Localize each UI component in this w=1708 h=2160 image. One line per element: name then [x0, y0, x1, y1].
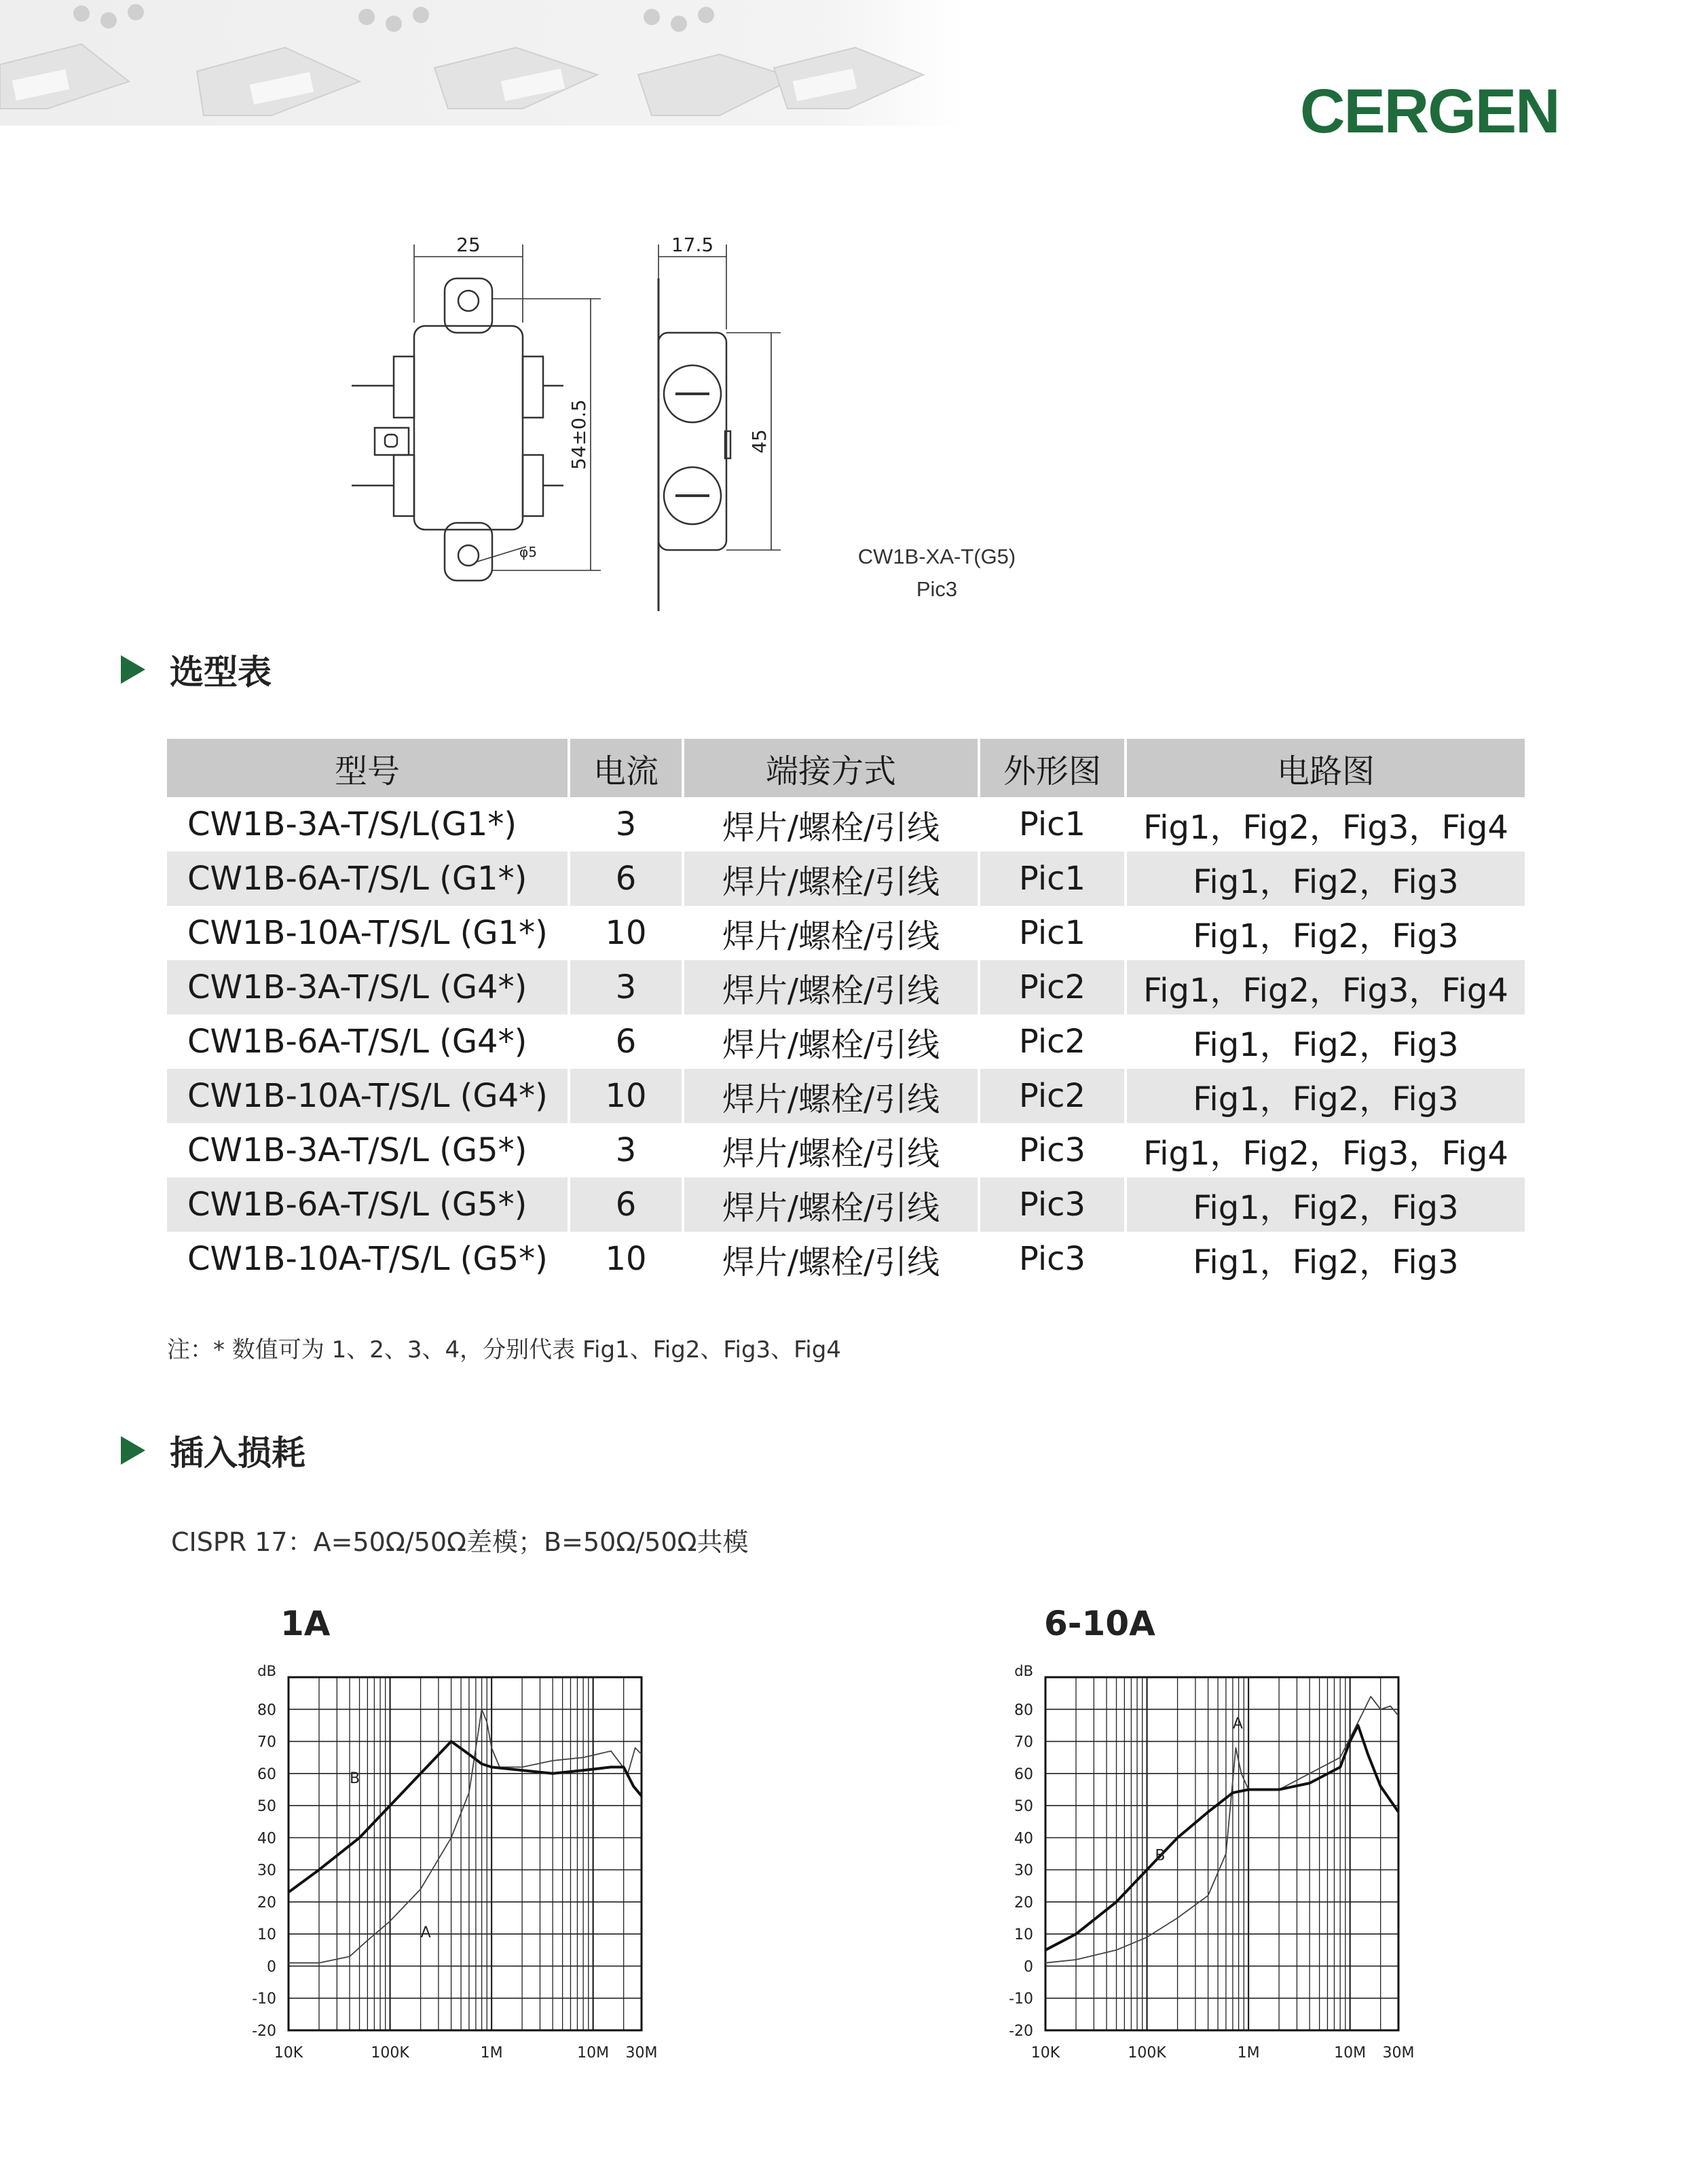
header-model: 型号 [167, 739, 569, 797]
dim-width-label: 25 [456, 234, 481, 256]
cell-termination: 焊片/螺栓/引线 [683, 960, 979, 1014]
cell-current: 6 [569, 852, 683, 906]
table-footnote: 注：* 数值可为 1、2、3、4，分别代表 Fig1、Fig2、Fig3、Fig4 [167, 1336, 841, 1363]
brand-logo: CERGEN [1300, 77, 1559, 146]
cell-current: 10 [569, 906, 683, 960]
chart-6-10a-title: 6-10A [1044, 1604, 1155, 1643]
header-outline: 外形图 [979, 739, 1126, 797]
header-banner [0, 0, 964, 126]
cell-model: CW1B-6A-T/S/L (G4*) [167, 1014, 569, 1069]
y-tick-label: 60 [257, 1765, 276, 1783]
selection-table [167, 739, 1525, 1286]
cell-model: CW1B-10A-T/S/L (G1*) [167, 906, 569, 960]
cell-outline: Pic1 [979, 797, 1126, 852]
cell-circuit: Fig1，Fig2，Fig3 [1126, 1177, 1525, 1232]
y-tick-label: 70 [1014, 1734, 1033, 1751]
cell-circuit: Fig1，Fig2，Fig3 [1126, 1069, 1525, 1123]
y-tick-label: 40 [257, 1830, 276, 1848]
pic-caption: Pic3 [916, 577, 958, 601]
x-tick-label: 10M [1334, 2045, 1367, 2062]
loss-description: CISPR 17：A=50Ω/50Ω差模；B=50Ω/50Ω共模 [171, 1527, 749, 1557]
y-tick-label: -20 [1009, 2023, 1033, 2040]
cell-current: 10 [569, 1069, 683, 1123]
cell-circuit: Fig1，Fig2，Fig3，Fig4 [1126, 960, 1525, 1014]
table-row [167, 852, 1525, 906]
cell-current: 10 [569, 1232, 683, 1286]
cell-circuit: Fig1，Fig2，Fig3 [1126, 852, 1525, 906]
cell-model: CW1B-6A-T/S/L (G1*) [167, 852, 569, 906]
y-axis-label: dB [257, 1663, 276, 1679]
cell-current: 3 [569, 797, 683, 852]
cell-current: 3 [569, 960, 683, 1014]
cell-circuit: Fig1，Fig2，Fig3，Fig4 [1143, 1134, 1508, 1173]
series-label-A: A [1232, 1715, 1243, 1733]
y-tick-label: -10 [1009, 1990, 1033, 2008]
y-tick-label: 80 [257, 1702, 276, 1719]
x-tick-label: 30M [625, 2045, 658, 2062]
cell-current: 3 [569, 1123, 683, 1177]
x-tick-label: 100K [371, 2045, 409, 2062]
y-tick-label: 40 [1014, 1830, 1033, 1848]
table-row [167, 1232, 1525, 1286]
section-selection-heading [121, 645, 272, 694]
cell-model: CW1B-10A-T/S/L (G5*) [167, 1232, 569, 1286]
table-row [167, 797, 1525, 852]
chart-1a-title: 1A [280, 1604, 331, 1643]
dim-hole-label: φ5 [519, 544, 537, 560]
dim-depth-label: 17.5 [671, 234, 714, 256]
cell-termination: 焊片/螺栓/引线 [683, 1232, 979, 1286]
cell-circuit: Fig1，Fig2，Fig3 [1193, 1243, 1459, 1281]
dim-inner-label: 45 [748, 429, 771, 454]
cell-termination: 焊片/螺栓/引线 [683, 1177, 979, 1232]
cell-outline: Pic2 [979, 1014, 1126, 1069]
cell-outline: Pic2 [979, 960, 1126, 1014]
table-row [167, 1069, 1525, 1123]
cell-model: CW1B-3A-T/S/L(G1*) [167, 797, 569, 852]
table-row [167, 1177, 1525, 1232]
cell-outline: Pic3 [979, 1232, 1126, 1286]
cell-outline: Pic1 [979, 906, 1126, 960]
table-row [167, 1014, 1525, 1069]
cell-circuit: Fig1，Fig2，Fig3 [1193, 1025, 1459, 1064]
y-tick-label: 30 [1014, 1862, 1033, 1880]
cell-outline: Pic1 [979, 852, 1126, 906]
cell-outline: Pic3 [979, 1177, 1126, 1232]
cell-termination: 焊片/螺栓/引线 [683, 1014, 979, 1069]
x-tick-label: 30M [1382, 2045, 1415, 2062]
table-row [167, 1123, 1525, 1177]
y-tick-label: 30 [257, 1862, 276, 1880]
cell-circuit: Fig1，Fig2，Fig3，Fig4 [1143, 808, 1508, 847]
loss-chart-1a [231, 1657, 706, 2085]
y-tick-label: 10 [257, 1926, 276, 1944]
y-tick-label: 20 [257, 1894, 276, 1911]
y-tick-label: 70 [257, 1734, 276, 1751]
y-tick-label: 10 [1014, 1926, 1033, 1944]
y-tick-label: 20 [1014, 1894, 1033, 1911]
series-label-B: B [1155, 1847, 1166, 1865]
x-tick-label: 10M [577, 2045, 610, 2062]
cell-current: 6 [569, 1014, 683, 1069]
loss-chart-6-10a [988, 1657, 1463, 2085]
y-tick-label: 0 [1024, 1958, 1033, 1976]
x-tick-label: 10K [1031, 2045, 1060, 2062]
y-tick-label: -10 [252, 1990, 276, 2008]
front-view [352, 244, 601, 581]
y-axis-label: dB [1014, 1663, 1033, 1679]
cell-current: 6 [569, 1177, 683, 1232]
x-tick-label: 100K [1128, 2045, 1166, 2062]
cell-termination: 焊片/螺栓/引线 [683, 906, 979, 960]
cell-model: CW1B-3A-T/S/L (G4*) [167, 960, 569, 1014]
y-tick-label: 50 [1014, 1798, 1033, 1816]
side-view [658, 244, 781, 611]
cell-model: CW1B-10A-T/S/L (G4*) [167, 1069, 569, 1123]
cell-model: CW1B-3A-T/S/L (G5*) [167, 1123, 569, 1177]
x-tick-label: 1M [480, 2045, 503, 2062]
x-tick-label: 10K [274, 2045, 303, 2062]
cell-termination: 焊片/螺栓/引线 [683, 1123, 979, 1177]
series-label-A: A [420, 1924, 431, 1941]
section-loss-heading [121, 1426, 305, 1475]
table-header-row [167, 739, 1525, 797]
cell-model: CW1B-6A-T/S/L (G5*) [167, 1177, 569, 1232]
y-tick-label: 60 [1014, 1765, 1033, 1783]
series-label-B: B [350, 1770, 360, 1787]
y-tick-label: 80 [1014, 1702, 1033, 1719]
triangle-bullet-icon [121, 655, 145, 684]
cell-termination: 焊片/螺栓/引线 [683, 852, 979, 906]
dim-height-label: 54±0.5 [568, 399, 590, 470]
table-row [167, 960, 1525, 1014]
cell-outline: Pic3 [979, 1123, 1126, 1177]
triangle-bullet-icon [121, 1436, 145, 1465]
cell-termination: 焊片/螺栓/引线 [683, 797, 979, 852]
header-current: 电流 [569, 739, 683, 797]
y-tick-label: 0 [267, 1958, 276, 1976]
section-selection-title: 选型表 [170, 653, 272, 692]
x-tick-label: 1M [1237, 2045, 1260, 2062]
y-tick-label: -20 [252, 2023, 276, 2040]
section-loss-title: 插入损耗 [170, 1433, 305, 1473]
cell-outline: Pic2 [979, 1069, 1126, 1123]
model-caption: CW1B-XA-T(G5) [857, 545, 1016, 568]
cell-circuit: Fig1，Fig2，Fig3 [1193, 917, 1459, 955]
table-row [167, 906, 1525, 960]
header-circuit: 电路图 [1126, 739, 1525, 797]
y-tick-label: 50 [257, 1798, 276, 1816]
cell-termination: 焊片/螺栓/引线 [683, 1069, 979, 1123]
header-termination: 端接方式 [683, 739, 979, 797]
